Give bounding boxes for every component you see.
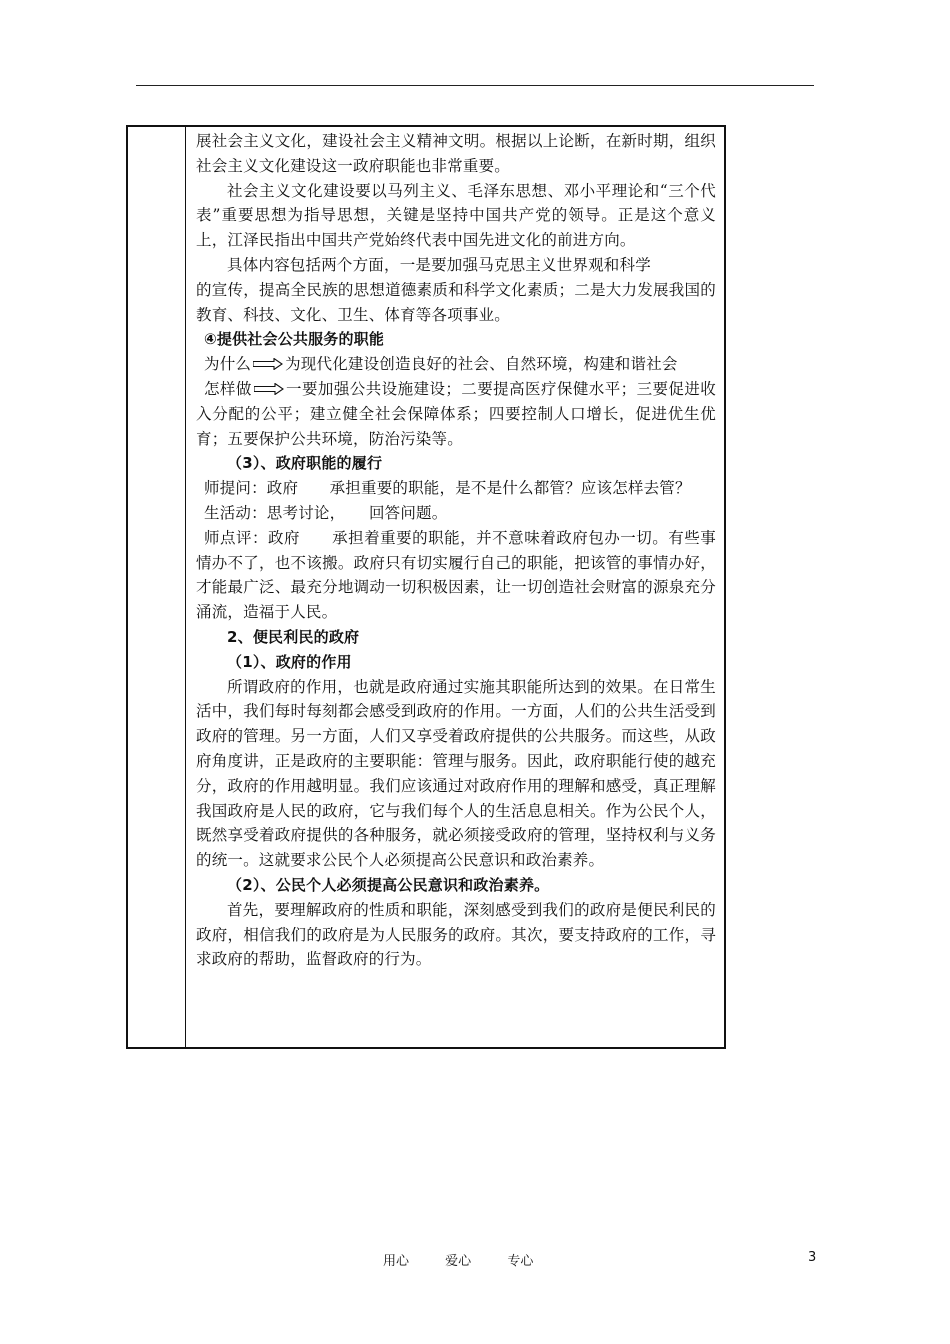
- paragraph-civic-awareness: 首先，要理解政府的性质和职能，深刻感受到我们的政府是便民利民的政府，相信我们的政府是为人民服务的政府。其次，要支持政府的工作，寻求政府的帮助，监督政府的行为。: [196, 900, 716, 969]
- why-line: [196, 352, 716, 377]
- footer-motto-2: 爱心: [445, 1254, 472, 1269]
- why-label: 为什么: [204, 355, 252, 374]
- how-line: [196, 377, 716, 451]
- why-text: 为现代化建设创造良好的社会、自然环境，构建和谐社会: [285, 355, 678, 374]
- paragraph-culture-content-b: 的宣传，提高全民族的思想道德素质和科学文化素质；二是大力发展我国的教育、科技、文化、卫生、体育等各项事业。: [196, 280, 716, 324]
- student-activity: 生活动：思考讨论， 回答问题。: [204, 503, 448, 522]
- footer-motto-1: 用心: [383, 1254, 410, 1269]
- left-column: [128, 127, 186, 1047]
- double-right-arrow-icon: [253, 358, 283, 370]
- heading-civic-awareness: （2）、公民个人必须提高公民意识和政治素养。: [227, 875, 550, 894]
- paragraph-government-role: 所谓政府的作用，也就是政府通过实施其职能所达到的效果。在日常生活中，我们每时每刻都会感受到政府的作用。一方面，人们的公共生活受到政府的管理。另一方面，人们又享受着政府提供的公共服务。而这些，从政府角度讲，正是政府的主要职能：管理与服务。因此，政府职能行使的越充分，政府的作用越明显。我们应该通过对政府作用的理解和感受，真正理解我国政府是人民的政府，它与我们每个人的生活息息相关。作为公民个人，既然享受着政府提供的各种服务，就必须接受政府的管理，坚持权利与义务的统一。这就要求公民个人必须提高公民意识和政治素养。: [196, 677, 716, 870]
- double-right-arrow-icon: [254, 383, 284, 395]
- page-number: 3: [808, 1250, 817, 1265]
- teacher-comment: 师点评：政府 承担着重要的职能，并不意味着政府包办一切。有些事情办不了，也不该搬。政府只有切实履行自己的职能，把该管的事情办好，才能最广泛、最充分地调动一切积极因素，让一切创造社会财富的源泉充分涌流，造福于人民。: [196, 528, 716, 622]
- header-rule: [136, 85, 814, 86]
- footer-motto-3: 专心: [507, 1254, 534, 1269]
- teacher-question: 师提问：政府 承担重要的职能，是不是什么都管？应该怎样去管？: [204, 479, 691, 498]
- paragraph-culture-intro: 展社会主义文化，建设社会主义精神文明。根据以上论断，在新时期，组织社会主义文化建设这一政府职能也非常重要。: [196, 132, 716, 175]
- heading-public-service: ④提供社会公共服务的职能: [204, 330, 385, 349]
- lesson-content: [196, 129, 716, 972]
- heading-function-performance: （3）、政府职能的履行: [227, 454, 383, 473]
- footer-motto: [383, 1250, 565, 1269]
- lesson-table: [126, 125, 726, 1049]
- how-label: 怎样做: [204, 379, 252, 398]
- paragraph-culture-guide: 社会主义文化建设要以马列主义、毛泽东思想、邓小平理论和“三个代表”重要思想为指导思想，关键是坚持中国共产党的领导。正是这个意义上，江泽民指出中国共产党始终代表中国先进文化的前进方向。: [196, 181, 716, 250]
- how-text: 一要加强公共设施建设；二要提高医疗保健水平；三要促进收入分配的公平；建立健全社会保障体系；四要控制人口增长，促进优生优育；五要保护公共环境，防治污染等。: [196, 379, 717, 448]
- heading-convenient-government: 2、便民利民的政府: [227, 627, 360, 646]
- page-footer: [0, 1250, 950, 1270]
- paragraph-culture-content-a: 具体内容包括两个方面，一是要加强马克思主义世界观和科学: [227, 255, 651, 274]
- heading-government-role: （1）、政府的作用: [227, 652, 352, 671]
